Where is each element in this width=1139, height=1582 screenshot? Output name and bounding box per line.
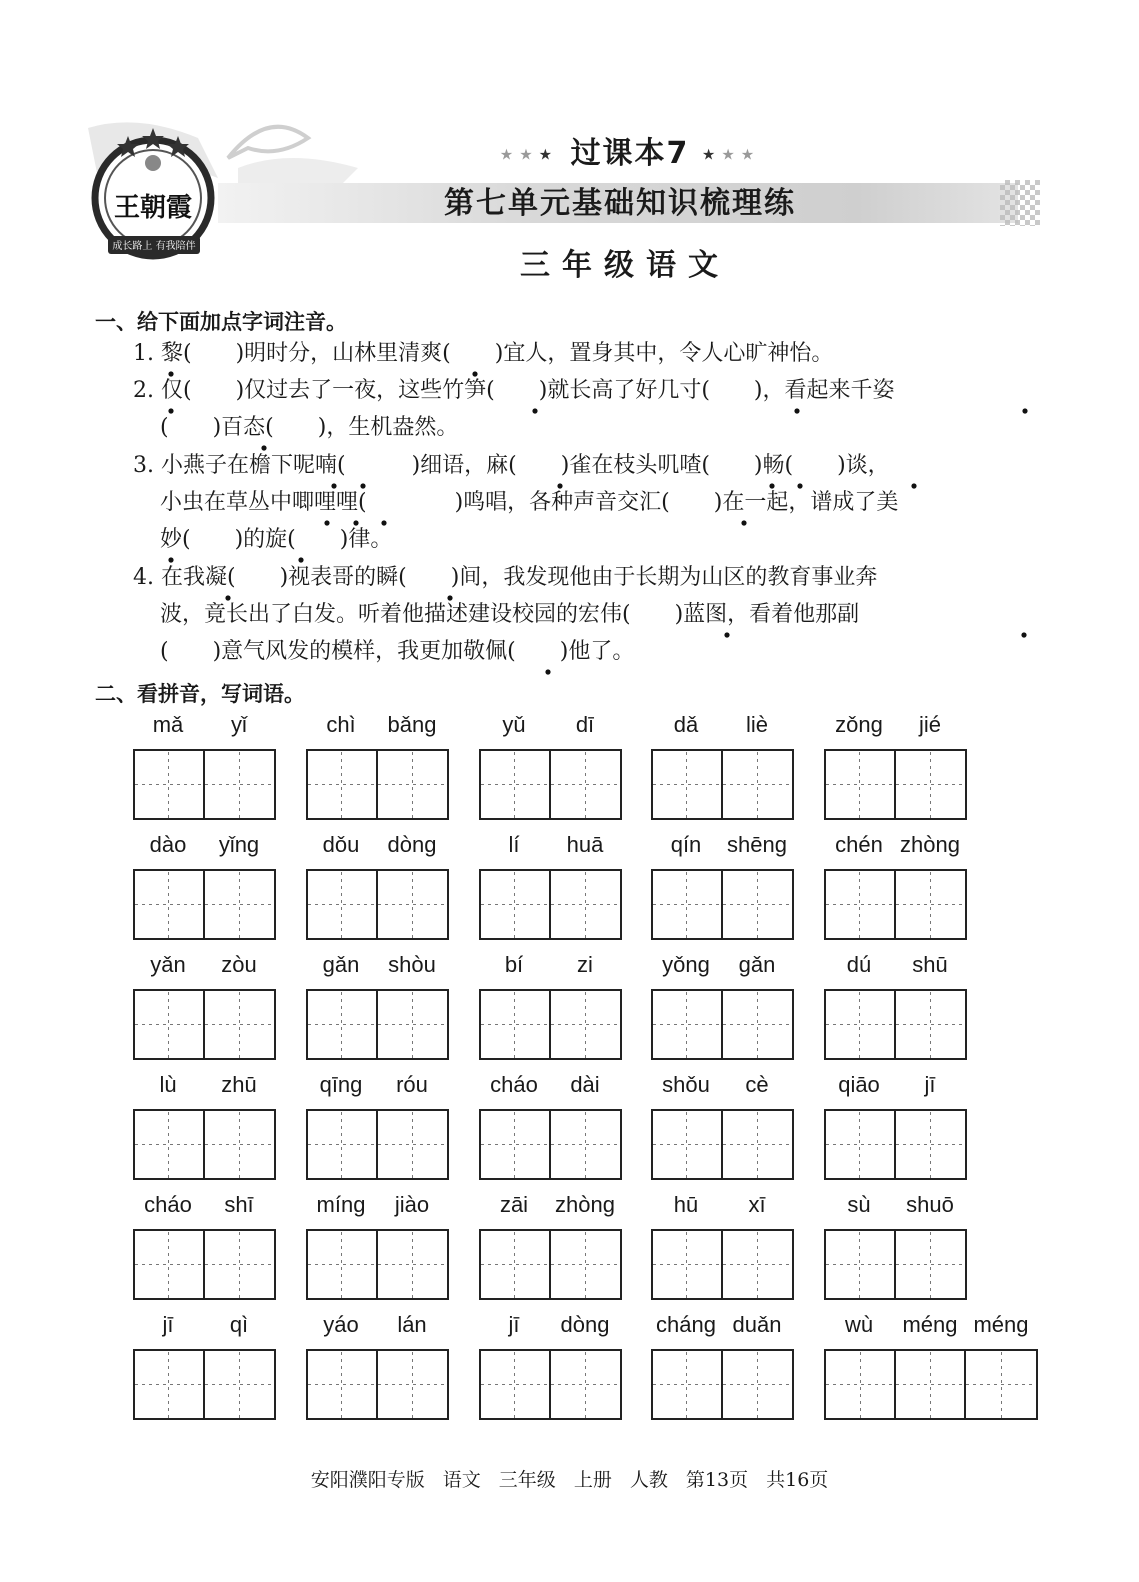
pinyin-syllable: xī bbox=[748, 1192, 766, 1217]
pinyin-syllable: cè bbox=[745, 1072, 769, 1097]
tianzi-cell[interactable] bbox=[551, 1231, 620, 1298]
pinyin-syllable: zǒng bbox=[835, 712, 883, 737]
question-line: 波，竟长出了白发。听着他描述建设校园的宏伟( )蓝图，看着他那副 bbox=[160, 602, 860, 627]
question-line: 4. 在我凝( )视表哥的瞬( )间，我发现他由于长期为山区的教育事业奔 bbox=[133, 565, 878, 590]
question-line: 1. 黎( )明时分，山林里清爽( )宜人，置身其中，令人心旷神怡。 bbox=[133, 341, 834, 366]
pinyin-syllable: zāi bbox=[499, 1192, 529, 1217]
pinyin-syllable: yǎn bbox=[150, 952, 186, 977]
tianzi-cell[interactable] bbox=[135, 1351, 205, 1418]
tianzi-cell[interactable] bbox=[135, 871, 205, 938]
writing-box[interactable] bbox=[306, 1109, 449, 1180]
question-line: 3. 小燕子在檐下呢喃( )细语，麻( )雀在枝头叽喳( )畅( )谈， bbox=[133, 453, 890, 478]
pinyin-syllable: qiāo bbox=[838, 1072, 880, 1097]
pinyin-syllable: yǔ bbox=[502, 712, 526, 737]
tianzi-cell[interactable] bbox=[205, 871, 274, 938]
pinyin-syllable: dú bbox=[846, 952, 872, 977]
tianzi-cell[interactable] bbox=[205, 1351, 274, 1418]
writing-box[interactable] bbox=[651, 989, 794, 1060]
pinyin-syllable: zòu bbox=[221, 952, 257, 977]
writing-box[interactable] bbox=[651, 1349, 794, 1420]
tianzi-cell[interactable] bbox=[826, 751, 896, 818]
writing-box[interactable] bbox=[133, 749, 276, 820]
pinyin-syllable: yǐ bbox=[231, 712, 247, 737]
pinyin-syllable: jī bbox=[924, 1072, 936, 1097]
pinyin-syllable: zhòng bbox=[900, 832, 960, 857]
pinyin-syllable: dǒu bbox=[322, 832, 360, 857]
pinyin-syllable: lí bbox=[508, 832, 520, 857]
writing-box[interactable] bbox=[306, 1229, 449, 1300]
tianzi-cell[interactable] bbox=[653, 751, 723, 818]
writing-box[interactable] bbox=[479, 869, 622, 940]
pinyin-syllable: shuō bbox=[906, 1192, 954, 1217]
tianzi-cell[interactable] bbox=[135, 1111, 205, 1178]
logo-ribbon: 成长路上 有我陪伴 bbox=[112, 241, 196, 252]
writing-box[interactable] bbox=[824, 1109, 967, 1180]
tianzi-cell[interactable] bbox=[135, 991, 205, 1058]
pinyin-syllable: qì bbox=[229, 1312, 249, 1337]
tianzi-cell[interactable] bbox=[308, 1351, 378, 1418]
pinyin-syllable: míng bbox=[316, 1192, 366, 1217]
section2-heading: 二、看拼音，写词语。 bbox=[95, 682, 305, 706]
pinyin-syllable: shī bbox=[224, 1192, 254, 1217]
pinyin-syllable: yǒng bbox=[662, 952, 710, 977]
pinyin-syllable: cháo bbox=[490, 1072, 538, 1097]
question-line: 妙( )的旋( )律。 bbox=[160, 527, 393, 552]
star-icon: ★★ bbox=[721, 145, 761, 164]
writing-box[interactable] bbox=[651, 1109, 794, 1180]
pinyin-syllable: zhū bbox=[221, 1072, 257, 1097]
pinyin-syllable: chì bbox=[326, 712, 356, 737]
pinyin-syllable: jī bbox=[162, 1312, 174, 1337]
tianzi-cell[interactable] bbox=[378, 1351, 447, 1418]
tianzi-cell[interactable] bbox=[551, 871, 620, 938]
pinyin-syllable: sù bbox=[847, 1192, 871, 1217]
main-title: 第七单元基础知识梳理练 bbox=[444, 186, 796, 221]
pinyin-syllable: duǎn bbox=[732, 1312, 782, 1337]
writing-box[interactable] bbox=[651, 869, 794, 940]
tianzi-cell[interactable] bbox=[135, 751, 205, 818]
writing-box[interactable] bbox=[306, 1349, 449, 1420]
tianzi-cell[interactable] bbox=[551, 991, 620, 1058]
pinyin-syllable: zi bbox=[577, 952, 593, 977]
tianzi-cell[interactable] bbox=[826, 1351, 896, 1418]
writing-box[interactable] bbox=[306, 869, 449, 940]
tianzi-cell[interactable] bbox=[826, 1231, 896, 1298]
tianzi-cell[interactable] bbox=[205, 991, 274, 1058]
pinyin-syllable: gǎn bbox=[738, 952, 776, 977]
writing-box[interactable] bbox=[824, 749, 967, 820]
tianzi-cell[interactable] bbox=[723, 1111, 792, 1178]
tianzi-cell[interactable] bbox=[896, 871, 965, 938]
pinyin-syllable: cháo bbox=[144, 1192, 192, 1217]
pinyin-syllable: méng bbox=[973, 1312, 1029, 1337]
writing-box[interactable] bbox=[824, 869, 967, 940]
tianzi-cell[interactable] bbox=[551, 1111, 620, 1178]
writing-box[interactable] bbox=[133, 869, 276, 940]
pinyin-syllable: yǐng bbox=[218, 832, 260, 857]
tianzi-cell[interactable] bbox=[653, 1351, 723, 1418]
tianzi-cell[interactable] bbox=[481, 751, 551, 818]
tianzi-cell[interactable] bbox=[723, 1231, 792, 1298]
tianzi-cell[interactable] bbox=[551, 751, 620, 818]
logo-text: 王朝霞 bbox=[113, 193, 193, 223]
writing-box[interactable] bbox=[824, 1229, 967, 1300]
pinyin-syllable: dào bbox=[149, 832, 187, 857]
pinyin-syllable: dòng bbox=[560, 1312, 610, 1337]
pinyin-syllable: shǒu bbox=[662, 1072, 710, 1097]
tianzi-cell[interactable] bbox=[826, 871, 896, 938]
tianzi-cell[interactable] bbox=[308, 1111, 378, 1178]
tianzi-cell[interactable] bbox=[896, 751, 965, 818]
series-title bbox=[460, 128, 800, 172]
question-line: 2. 仅( )仅过去了一夜，这些竹笋( )就长高了好几寸( )，看起来千姿 bbox=[133, 378, 895, 403]
tianzi-cell[interactable] bbox=[966, 1351, 1036, 1418]
writing-box[interactable] bbox=[479, 1349, 622, 1420]
pinyin-syllable: méng bbox=[902, 1312, 958, 1337]
tianzi-cell[interactable] bbox=[481, 871, 551, 938]
tianzi-cell[interactable] bbox=[653, 991, 723, 1058]
tianzi-cell[interactable] bbox=[135, 1231, 205, 1298]
page-footer: 安阳濮阳专版 语文 三年级 上册 人教 第13页 共16页 bbox=[310, 1469, 829, 1491]
pinyin-syllable: liè bbox=[745, 712, 768, 737]
star-icon: ★ bbox=[701, 145, 722, 164]
tianzi-cell[interactable] bbox=[653, 871, 723, 938]
tianzi-cell[interactable] bbox=[896, 991, 965, 1058]
pinyin-syllable: mǎ bbox=[152, 712, 184, 737]
tianzi-cell[interactable] bbox=[551, 1351, 620, 1418]
tianzi-cell[interactable] bbox=[896, 1351, 966, 1418]
tianzi-cell[interactable] bbox=[308, 751, 378, 818]
tianzi-cell[interactable] bbox=[481, 1111, 551, 1178]
tianzi-cell[interactable] bbox=[653, 1231, 723, 1298]
pinyin-syllable: qín bbox=[670, 832, 702, 857]
writing-box[interactable] bbox=[824, 989, 967, 1060]
tianzi-cell[interactable] bbox=[723, 991, 792, 1058]
grade-subject: 三年级语文 bbox=[520, 248, 730, 283]
writing-box[interactable] bbox=[133, 989, 276, 1060]
tianzi-cell[interactable] bbox=[896, 1111, 965, 1178]
pinyin-syllable: shòu bbox=[388, 952, 436, 977]
pinyin-syllable: jī bbox=[508, 1312, 520, 1337]
writing-box[interactable] bbox=[651, 749, 794, 820]
tianzi-cell[interactable] bbox=[723, 1351, 792, 1418]
pinyin-syllable: dòng bbox=[387, 832, 437, 857]
tianzi-cell[interactable] bbox=[378, 1231, 447, 1298]
writing-box[interactable] bbox=[824, 1349, 1038, 1420]
pinyin-syllable: jiào bbox=[394, 1192, 430, 1217]
tianzi-cell[interactable] bbox=[826, 991, 896, 1058]
writing-box[interactable] bbox=[479, 749, 622, 820]
tianzi-cell[interactable] bbox=[481, 991, 551, 1058]
writing-box[interactable] bbox=[306, 989, 449, 1060]
writing-box[interactable] bbox=[306, 749, 449, 820]
pinyin-syllable: róu bbox=[396, 1072, 428, 1097]
pinyin-syllable: yáo bbox=[323, 1312, 359, 1337]
tianzi-cell[interactable] bbox=[308, 991, 378, 1058]
pinyin-syllable: bí bbox=[504, 952, 524, 977]
star-icon: ★★ bbox=[499, 145, 539, 164]
writing-box[interactable] bbox=[479, 1229, 622, 1300]
tianzi-cell[interactable] bbox=[308, 871, 378, 938]
writing-box[interactable] bbox=[133, 1229, 276, 1300]
tianzi-cell[interactable] bbox=[205, 1111, 274, 1178]
tianzi-cell[interactable] bbox=[481, 1351, 551, 1418]
question-line: 小虫在草丛中唧哩哩( )鸣唱，各种声音交汇( )在一起，谱成了美 bbox=[160, 490, 899, 515]
pinyin-syllable: shēng bbox=[727, 832, 787, 857]
tianzi-cell[interactable] bbox=[481, 1231, 551, 1298]
pinyin-syllable: jié bbox=[918, 712, 941, 737]
section1-heading: 一、给下面加点字词注音。 bbox=[95, 310, 347, 334]
pinyin-syllable: bǎng bbox=[387, 712, 437, 737]
pinyin-syllable: gǎn bbox=[322, 952, 360, 977]
pinyin-syllable: lán bbox=[397, 1312, 427, 1337]
tianzi-cell[interactable] bbox=[723, 871, 792, 938]
tianzi-cell[interactable] bbox=[896, 1231, 965, 1298]
writing-box[interactable] bbox=[479, 989, 622, 1060]
pinyin-syllable: dài bbox=[570, 1072, 600, 1097]
tianzi-cell[interactable] bbox=[308, 1231, 378, 1298]
question-line: ( )百态( )，生机盎然。 bbox=[160, 415, 459, 440]
tianzi-cell[interactable] bbox=[378, 1111, 447, 1178]
pinyin-syllable: wù bbox=[844, 1312, 874, 1337]
tianzi-cell[interactable] bbox=[378, 991, 447, 1058]
pinyin-syllable: lù bbox=[159, 1072, 177, 1097]
checker-decoration bbox=[1000, 180, 1040, 226]
tianzi-cell[interactable] bbox=[653, 1111, 723, 1178]
pinyin-syllable: huā bbox=[566, 832, 604, 857]
pinyin-syllable: cháng bbox=[656, 1312, 716, 1337]
pinyin-syllable: chén bbox=[835, 832, 883, 857]
tianzi-cell[interactable] bbox=[826, 1111, 896, 1178]
writing-box[interactable] bbox=[651, 1229, 794, 1300]
question-line: ( )意气风发的模样，我更加敬佩( )他了。 bbox=[160, 639, 635, 664]
series-title-text: 过课本7 bbox=[570, 136, 690, 171]
pinyin-syllable: qīng bbox=[319, 1072, 363, 1097]
pinyin-syllable: shū bbox=[912, 952, 948, 977]
tianzi-cell[interactable] bbox=[205, 751, 274, 818]
pinyin-syllable: dǎ bbox=[673, 712, 699, 737]
pinyin-syllable: dī bbox=[575, 712, 595, 737]
tianzi-cell[interactable] bbox=[205, 1231, 274, 1298]
writing-box[interactable] bbox=[479, 1109, 622, 1180]
pinyin-syllable: zhòng bbox=[555, 1192, 615, 1217]
tianzi-cell[interactable] bbox=[378, 751, 447, 818]
pinyin-syllable: hū bbox=[673, 1192, 699, 1217]
tianzi-cell[interactable] bbox=[378, 871, 447, 938]
writing-box[interactable] bbox=[133, 1109, 276, 1180]
star-icon: ★ bbox=[538, 145, 559, 164]
tianzi-cell[interactable] bbox=[723, 751, 792, 818]
writing-box[interactable] bbox=[133, 1349, 276, 1420]
